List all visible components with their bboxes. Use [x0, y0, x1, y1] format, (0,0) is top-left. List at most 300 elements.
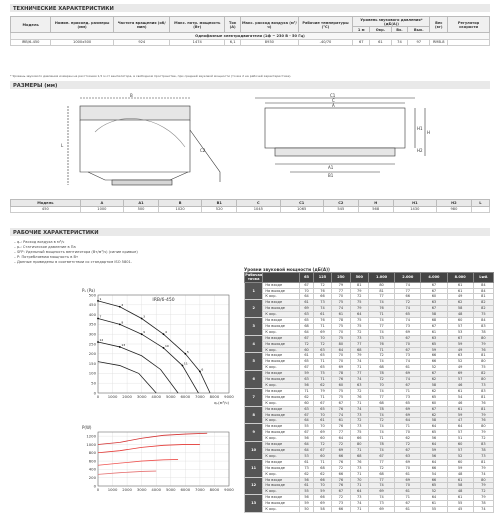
cell: 67 — [300, 365, 313, 371]
cell: 70 — [313, 424, 331, 430]
cell: 70 — [313, 335, 331, 341]
cell: 66 — [421, 359, 447, 365]
cell: 71 — [313, 359, 331, 365]
x-tick-label: 8000 — [209, 394, 220, 399]
cell: 82 — [473, 371, 493, 377]
x-tick-label: 0 — [96, 487, 100, 492]
cell: 61 — [300, 353, 313, 359]
cell: 61 — [395, 365, 421, 371]
cell: 54 — [421, 471, 447, 477]
dimensions-table — [10, 199, 490, 213]
cell: 68 — [313, 465, 331, 471]
cell: 73 — [350, 495, 368, 501]
cell: 75 — [332, 335, 350, 341]
cell: 76 — [473, 347, 493, 353]
section-tech-title: ТЕХНИЧЕСКИЕ ХАРАКТЕРИСТИКИ — [10, 4, 490, 12]
row-label: К окр. — [263, 453, 300, 459]
cell: 72 — [368, 465, 394, 471]
table-row — [245, 507, 494, 513]
cell: 68 — [300, 323, 313, 329]
cell: 74 — [350, 501, 368, 507]
cell: 73 — [332, 501, 350, 507]
cell: 67 — [300, 430, 313, 436]
cell: 69 — [395, 459, 421, 465]
cell: 78 — [368, 371, 394, 377]
cell: 77 — [332, 288, 350, 294]
cell: 58 — [421, 383, 447, 389]
y-tick-label: 250 — [88, 341, 96, 347]
cell: 63 — [421, 335, 447, 341]
cell: 67 — [395, 335, 421, 341]
cell: 77 — [350, 371, 368, 377]
operating-point-label: 10 — [165, 343, 169, 348]
cell — [471, 206, 489, 213]
cell: 76 — [313, 318, 331, 324]
row-label: На входе — [263, 335, 300, 341]
cell: 66 — [395, 294, 421, 300]
cell: 71 — [395, 388, 421, 394]
cell: 81 — [473, 459, 493, 465]
cell: 73 — [395, 353, 421, 359]
cell: 56 — [300, 436, 313, 442]
cell: 60 — [447, 459, 473, 465]
cell: 70 — [332, 359, 350, 365]
operating-point-label: 9 — [143, 330, 146, 335]
cell: 66 — [332, 453, 350, 459]
cell: 77 — [368, 459, 394, 465]
operating-point-cell: 13 — [245, 495, 263, 513]
cell: 450 — [11, 206, 81, 213]
cell: 67 — [421, 371, 447, 377]
operating-point-cell: 7 — [245, 388, 263, 406]
x-tick-label: 1000 — [107, 394, 118, 399]
cell: 72 — [332, 495, 350, 501]
x-tick-label: 7000 — [195, 487, 205, 492]
operating-point-label: 7 — [99, 314, 102, 319]
th: Частота вращения (об/мин) — [114, 17, 170, 33]
cell: 80 — [473, 335, 493, 341]
cell: 79 — [313, 388, 331, 394]
cell: 64 — [421, 424, 447, 430]
cell: 74 — [332, 412, 350, 418]
cell: 52 — [421, 489, 447, 495]
row-label: На выходе — [263, 412, 300, 418]
th: H2 — [437, 200, 472, 207]
cell: 76 — [368, 306, 394, 312]
operating-point-cell: 12 — [245, 477, 263, 495]
cell: 75 — [332, 323, 350, 329]
row-label: На выходе — [263, 394, 300, 400]
cell: 59 — [447, 465, 473, 471]
cell: 81 — [473, 294, 493, 300]
cell: 71 — [313, 377, 331, 383]
cell: 49 — [447, 347, 473, 353]
y-tick-label: 0 — [93, 483, 96, 489]
cell: 80 — [473, 424, 493, 430]
cell: 59 — [421, 347, 447, 353]
y-tick-label: 0 — [93, 390, 96, 396]
row-label: К окр. — [263, 489, 300, 495]
cell: 72 — [473, 436, 493, 442]
cell: 70 — [350, 477, 368, 483]
cell: 72 — [313, 442, 331, 448]
cell: 67 — [421, 288, 447, 294]
x-tick-label: 9000 — [224, 487, 234, 492]
cell: 49 — [447, 294, 473, 300]
cell: 65 — [421, 394, 447, 400]
cell: 63 — [350, 383, 368, 389]
x-tick-label: 9000 — [224, 394, 234, 399]
cell: 74 — [368, 483, 394, 489]
cell: 72 — [473, 489, 493, 495]
y-tick-label: 400 — [88, 311, 96, 317]
cell: 76 — [313, 288, 331, 294]
cell: 84 — [473, 288, 493, 294]
sound-header-cell: 1.000 — [368, 273, 394, 283]
cell: 78 — [473, 447, 493, 453]
side-view-body — [265, 108, 405, 148]
cell: 71 — [300, 388, 313, 394]
th: H1 — [393, 200, 436, 207]
cell: 83 — [473, 323, 493, 329]
cell: 61 — [421, 329, 447, 335]
series-line — [98, 433, 207, 444]
cell: 61 — [447, 406, 473, 412]
cell: 74 — [473, 471, 493, 477]
cell: 57 — [447, 430, 473, 436]
legend-item: – P: Потребляемая мощность в Вт — [14, 255, 79, 259]
cell: 81 — [473, 353, 493, 359]
cell: 72 — [332, 442, 350, 448]
cell: 80 — [368, 282, 394, 288]
y-tick-label: 350 — [88, 321, 96, 327]
cell: 78 — [473, 329, 493, 335]
cell: 81 — [473, 406, 493, 412]
y-tick-label: 600 — [88, 458, 96, 464]
cell: 61 — [369, 39, 391, 45]
cell: 64 — [447, 424, 473, 430]
cell: 74 — [368, 318, 394, 324]
operating-point-label: 12 — [99, 338, 104, 343]
cell: 66 — [350, 436, 368, 442]
row-label: На выходе — [263, 323, 300, 329]
cell: 67 — [395, 347, 421, 353]
fan-base — [88, 172, 188, 180]
y-tick-label: 50 — [91, 380, 96, 386]
sound-header-cell: 8.000 — [447, 273, 473, 283]
cell: 67 — [421, 406, 447, 412]
cell: 79 — [473, 341, 493, 347]
row-label: На входе — [263, 318, 300, 324]
cell: 60 — [447, 318, 473, 324]
y-tick-label: 400 — [88, 466, 96, 472]
cell: 63 — [300, 377, 313, 383]
cell: 56 — [421, 436, 447, 442]
cell: 74 — [350, 377, 368, 383]
cell: 61 — [447, 477, 473, 483]
cell: 63 — [300, 312, 313, 318]
cell: 64 — [421, 495, 447, 501]
cell: 72 — [395, 300, 421, 306]
row-label: На выходе — [263, 430, 300, 436]
cell: 66 — [421, 353, 447, 359]
cell: 61 — [313, 418, 331, 424]
cell: 63 — [313, 347, 331, 353]
cell: 74 — [368, 447, 394, 453]
cell: 73 — [395, 323, 421, 329]
cell: 70 — [313, 412, 331, 418]
row-label: К окр. — [263, 418, 300, 424]
cell: 60 — [300, 400, 313, 406]
cell: 69 — [368, 489, 394, 495]
operating-point-cell: 2 — [245, 300, 263, 318]
cell: 1065 — [280, 206, 323, 213]
section-work-title: РАБОЧИЕ ХАРАКТЕРИСТИКИ — [10, 228, 490, 236]
cell: 72 — [313, 282, 331, 288]
sound-header-cell — [263, 273, 300, 283]
cell: 61 — [332, 418, 350, 424]
cell: 66 — [332, 471, 350, 477]
x-tick-label: 2000 — [122, 487, 132, 492]
dim-label: B1 — [328, 173, 334, 178]
cell: 69 — [313, 329, 331, 335]
th: B — [158, 200, 201, 207]
th: C2 — [323, 200, 358, 207]
cell: 68 — [350, 347, 368, 353]
cell: 59 — [313, 489, 331, 495]
cell: 72 — [368, 418, 394, 424]
cell: 74 — [391, 39, 407, 45]
cell: 64 — [300, 294, 313, 300]
cell: 58 — [447, 483, 473, 489]
cell: 61 — [395, 507, 421, 513]
th: Макс. расход воздуха (м³/ч) — [241, 17, 298, 33]
cell: 980 — [437, 206, 472, 213]
cell: 1430 — [393, 206, 436, 213]
cell: 61 — [300, 300, 313, 306]
cell: 80 — [350, 442, 368, 448]
th: A1 — [124, 200, 159, 207]
cell: 64 — [350, 312, 368, 318]
operating-point-cell: 9 — [245, 424, 263, 442]
x-tick-label: 1000 — [107, 487, 118, 492]
cell: 72 — [313, 341, 331, 347]
cell: 61 — [421, 501, 447, 507]
cell: 71 — [313, 459, 331, 465]
cell: 71 — [313, 323, 331, 329]
operating-point-cell: 11 — [245, 459, 263, 477]
th: H — [358, 200, 393, 207]
cell: 67 — [332, 400, 350, 406]
cell: 68 — [368, 365, 394, 371]
cell: 63 — [421, 300, 447, 306]
y-tick-label: 800 — [88, 450, 96, 456]
cell: 77 — [395, 288, 421, 294]
cell: 71 — [350, 483, 368, 489]
cell: 69 — [395, 406, 421, 412]
cell: 69 — [395, 371, 421, 377]
th: Уровень звукового давления* (дБ(А)) — [353, 17, 430, 27]
cell: 62 — [421, 388, 447, 394]
operating-point-label: 6 — [201, 367, 204, 372]
cell: 66 — [313, 294, 331, 300]
x-tick-label: 8000 — [209, 487, 220, 492]
sound-header-cell: LwA — [473, 273, 493, 283]
cell: 66 — [313, 477, 331, 483]
cell: 65 — [421, 430, 447, 436]
cell: 79 — [350, 353, 368, 359]
cell: 97 — [408, 39, 430, 45]
cell: 61 — [313, 312, 331, 318]
cell: 71 — [350, 365, 368, 371]
cell: 68 — [368, 400, 394, 406]
cell: 73 — [368, 335, 394, 341]
cell: 74 — [368, 412, 394, 418]
cell: 73 — [473, 383, 493, 389]
cell: 70 — [368, 383, 394, 389]
cell: 64 — [332, 436, 350, 442]
legend-item: – SFP: Удельный мощность вентилятора (Вт/м³/ч) (синие кривые) — [14, 250, 138, 254]
cell: 84 — [473, 282, 493, 288]
cell: 56 — [421, 453, 447, 459]
cell: 64 — [332, 347, 350, 353]
row-label: К окр. — [263, 329, 300, 335]
cell: 73 — [300, 465, 313, 471]
cell: 71 — [350, 447, 368, 453]
cell: 48 — [447, 312, 473, 318]
row-label: К окр. — [263, 400, 300, 406]
series-line — [98, 459, 178, 465]
operating-point-label: 4 — [165, 330, 167, 335]
cell: 60 — [421, 400, 447, 406]
cell: 62 — [313, 471, 331, 477]
y-axis-label: Pₛ (Pa) — [82, 288, 95, 293]
sound-table-title: Уровни звуковой мощности (дБ(А)) — [244, 267, 330, 272]
cell: 74 — [332, 306, 350, 312]
footnote: * Уровень звукового давления измерен на расстоянии 1,5 м от вентилятора, в свободном пространстве, при средней звуковой мощности (точка 2 на рабочей характеристике). — [10, 74, 292, 78]
row-label: На входе — [263, 300, 300, 306]
side-view-flange — [275, 148, 395, 156]
y-tick-label: 200 — [88, 474, 96, 480]
row-label: На входе — [263, 442, 300, 448]
cell: 61 — [395, 471, 421, 477]
row-label: На выходе — [263, 306, 300, 312]
legend-item: – qᵥ: Расход воздуха в м³/ч — [14, 240, 65, 244]
cell: 77 — [368, 323, 394, 329]
sound-header-cell: Рабочая точка — [245, 273, 263, 282]
cell: 73 — [350, 412, 368, 418]
cell: 69 — [447, 371, 473, 377]
cell: 49 — [447, 365, 473, 371]
sound-header-cell: 63 — [300, 273, 313, 283]
cell: 83 — [473, 388, 493, 394]
th: Вес (кг) — [430, 17, 448, 33]
operating-point-label: 1 — [99, 296, 102, 301]
fan-housing — [80, 120, 190, 172]
operating-point-cell: 4 — [245, 335, 263, 353]
cell: 68 — [350, 453, 368, 459]
cell: 69 — [332, 447, 350, 453]
cell: 67 — [421, 323, 447, 329]
cell: 83 — [473, 442, 493, 448]
cell: 75 — [313, 371, 331, 377]
cell: 65 — [300, 318, 313, 324]
cell: 74 — [473, 507, 493, 513]
row-label: На выходе — [263, 377, 300, 383]
series-line — [98, 319, 198, 393]
cell: 76 — [368, 341, 394, 347]
cell: 61 — [447, 388, 473, 394]
cell: 69 — [395, 477, 421, 483]
tech-table — [10, 16, 490, 46]
table-row — [11, 206, 490, 213]
cell: 62 — [395, 436, 421, 442]
cell: 71 — [368, 312, 394, 318]
y-tick-label: 300 — [88, 331, 96, 337]
cell: 70 — [300, 288, 313, 294]
row-label: К окр. — [263, 471, 300, 477]
cell: 74 — [368, 424, 394, 430]
cell: 76 — [332, 477, 350, 483]
cell: 64 — [350, 489, 368, 495]
cell: 66 — [421, 465, 447, 471]
row-label: К окр. — [263, 436, 300, 442]
cell: 72 — [350, 388, 368, 394]
cell: 61 — [332, 312, 350, 318]
cell: 76 — [350, 459, 368, 465]
cell: 79 — [473, 465, 493, 471]
th: B1 — [202, 200, 237, 207]
cell: 74 — [395, 306, 421, 312]
fan-top-flange — [80, 106, 190, 120]
cell: 79 — [473, 430, 493, 436]
cell: 79 — [350, 288, 368, 294]
dim-label: B — [130, 93, 133, 98]
cell: 78 — [473, 501, 493, 507]
x-tick-label: 3000 — [136, 487, 147, 492]
cell: 67 — [313, 447, 331, 453]
cell: 72 — [332, 465, 350, 471]
cell: 69 — [300, 306, 313, 312]
th: Модель — [11, 17, 51, 33]
cell: 67 — [332, 489, 350, 495]
cell: 74 — [368, 300, 394, 306]
cell: 76 — [473, 400, 493, 406]
cell: 60 — [313, 436, 331, 442]
th: Вых. — [408, 27, 430, 33]
cell: 71 — [368, 436, 394, 442]
cell: 63 — [300, 406, 313, 412]
cell: 58 — [447, 306, 473, 312]
cell: 74 — [395, 359, 421, 365]
impeller-curve — [95, 118, 185, 147]
cell: 74 — [368, 329, 394, 335]
cell: 76 — [332, 424, 350, 430]
cell: 67 — [421, 282, 447, 288]
cell: 76 — [350, 394, 368, 400]
cell: 72 — [368, 353, 394, 359]
cell: 81 — [368, 288, 394, 294]
cell: 52 — [447, 359, 473, 365]
cell: 77 — [350, 341, 368, 347]
cell: 82 — [473, 300, 493, 306]
cell: 67 — [300, 282, 313, 288]
chart-legend — [14, 240, 138, 265]
row-label: На входе — [263, 459, 300, 465]
dim-label: H1 — [417, 126, 423, 131]
cell: 72 — [350, 329, 368, 335]
th: A — [80, 200, 123, 207]
